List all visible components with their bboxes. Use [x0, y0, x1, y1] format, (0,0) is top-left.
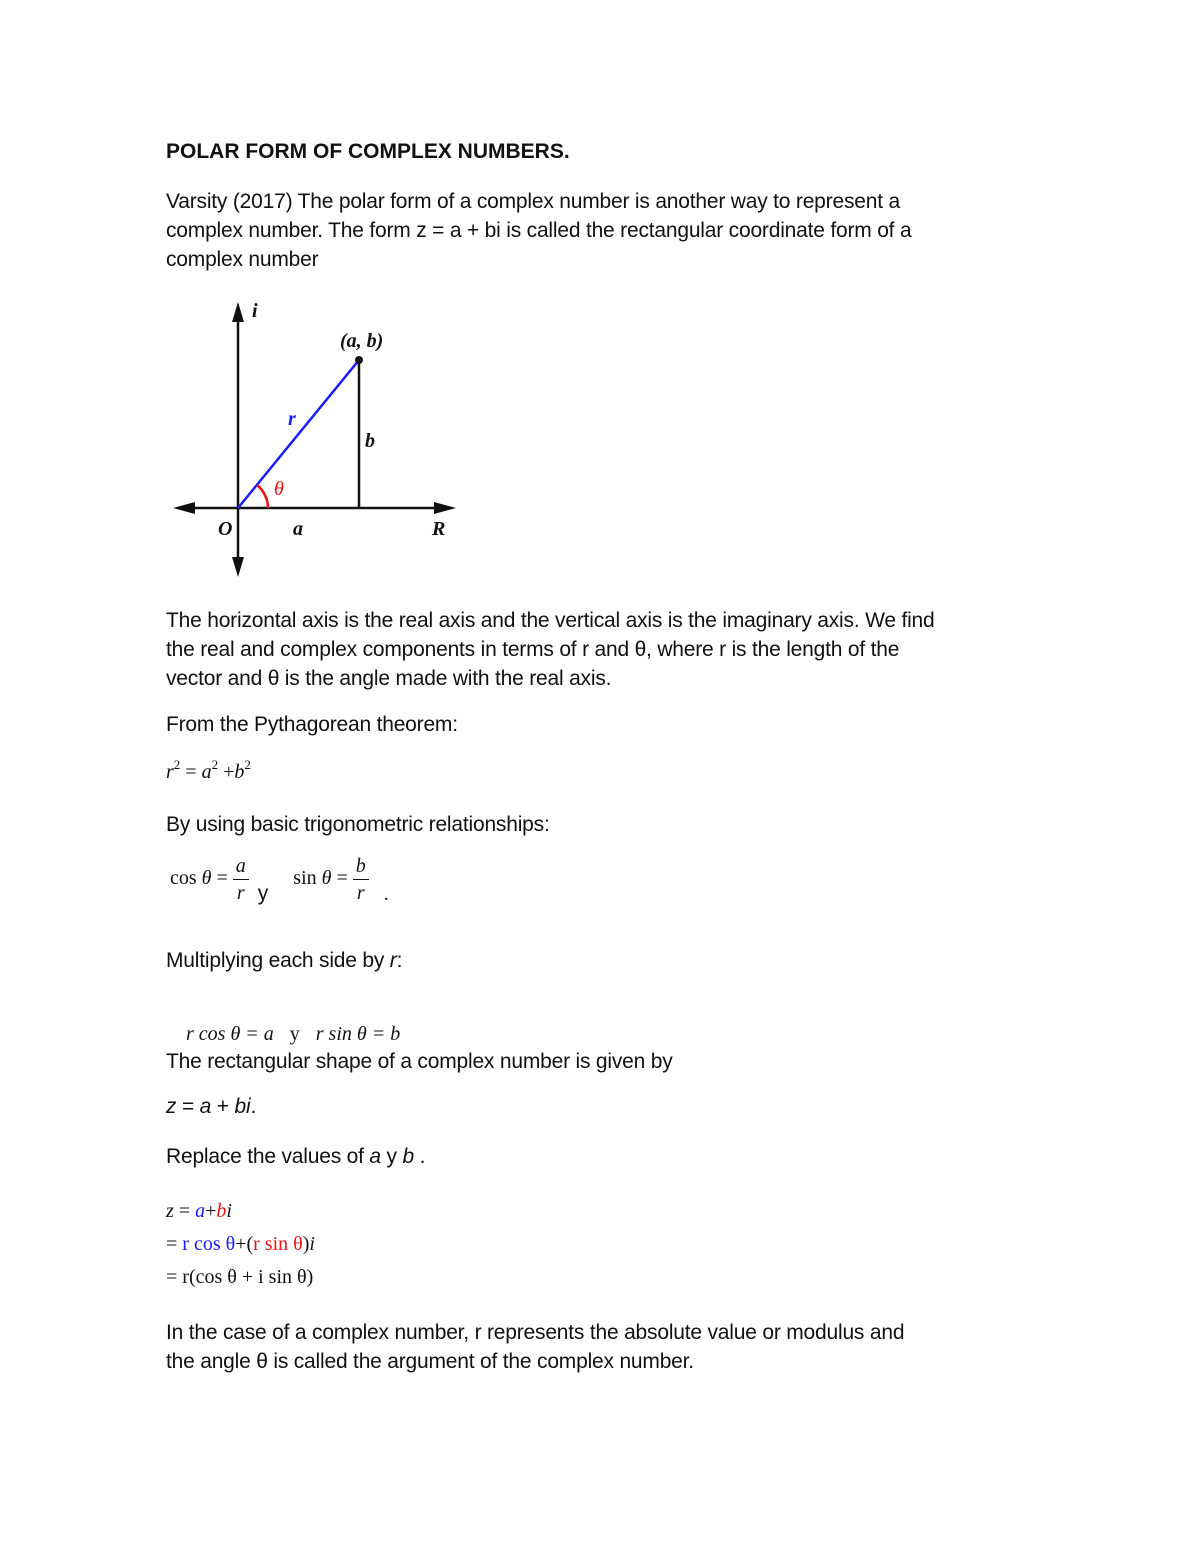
label-radius: r: [288, 408, 296, 430]
eq-polar-form: r(cos θ + i sin θ): [182, 1266, 314, 1288]
eq-var-b: b: [216, 1200, 227, 1222]
axes-line: vector and θ is the angle made with the real axis.: [166, 667, 612, 690]
axes-line: The horizontal axis is the real axis and the vertical axis is the imaginary axis. We find: [166, 609, 935, 632]
eq-var: z: [166, 1095, 177, 1118]
eq-exp: 2: [244, 757, 251, 772]
label-vertical-b: b: [365, 430, 375, 452]
pythagoras-equation: [166, 757, 251, 784]
eq-var: b: [234, 761, 245, 783]
colon: :: [396, 949, 403, 972]
fraction-a-over-r: [233, 855, 249, 904]
period: .: [250, 1095, 257, 1118]
eq-var: θ: [321, 867, 332, 890]
final-equations: [166, 1195, 315, 1294]
final-eq-line2: [166, 1228, 315, 1261]
eq-right: r sin θ = b: [315, 1023, 401, 1045]
label-horizontal-a: a: [293, 518, 303, 540]
intro-paragraph: [166, 187, 911, 274]
eq-op: +: [235, 1233, 247, 1255]
imaginary-axis-arrow-down: [232, 557, 244, 577]
conclusion-line: In the case of a complex number, r represents the absolute value or modulus and: [166, 1321, 905, 1344]
eq-func: cos: [170, 867, 197, 890]
angle-arc: [257, 485, 268, 508]
label-origin: O: [218, 518, 233, 540]
eq-func: sin: [293, 867, 317, 890]
fraction-bar: [353, 879, 369, 880]
final-eq-line1: [166, 1195, 315, 1228]
eq-op: =: [166, 1266, 178, 1288]
eq-op: =: [166, 1233, 178, 1255]
paren: ): [302, 1233, 310, 1255]
eq-left: r cos θ = a: [186, 1023, 274, 1045]
replace-text: Replace the values of: [166, 1145, 364, 1168]
eq-op: =: [216, 867, 228, 890]
page-title: POLAR FORM OF COMPLEX NUMBERS.: [166, 140, 570, 163]
paren: (: [246, 1233, 254, 1255]
label-point-text: (a, b): [340, 330, 384, 352]
denominator: r: [236, 882, 245, 904]
radius-vector: [238, 360, 359, 508]
eq-var: θ: [201, 867, 212, 890]
point-ab: [355, 356, 363, 364]
fraction-bar: [233, 879, 249, 880]
intro-line: complex number. The form z = a + bi is called the rectangular coordinate form of a: [166, 219, 912, 242]
diagram-svg: [160, 290, 480, 590]
label-angle-theta: θ: [274, 478, 284, 500]
conjunction-y: y: [289, 1023, 300, 1045]
eq-var: b: [402, 1145, 414, 1168]
eq-var: i: [226, 1200, 232, 1222]
eq-var: bi: [234, 1095, 251, 1118]
multiply-text: Multiplying each side by: [166, 949, 385, 972]
eq-op: +: [205, 1200, 217, 1222]
period: .: [419, 1145, 426, 1168]
eq-var: i: [309, 1233, 315, 1255]
real-axis-arrow-left: [173, 502, 195, 514]
eq-rcos: r cos θ: [182, 1233, 236, 1255]
eq-var: a: [369, 1145, 381, 1168]
eq-op: =: [185, 761, 197, 783]
final-eq-line3: [166, 1261, 315, 1294]
fraction-b-over-r: [353, 855, 369, 904]
rect-equation: [166, 1092, 256, 1121]
eq-exp: 2: [173, 757, 181, 772]
conjunction-y: y: [257, 882, 269, 906]
conclusion-paragraph: [166, 1318, 904, 1376]
multiply-var: r: [389, 949, 397, 972]
trig-equations: [170, 855, 389, 904]
numerator: a: [235, 855, 246, 877]
pythagoras-label: From the Pythagorean theorem:: [166, 713, 458, 736]
eq-var: a: [199, 1095, 212, 1118]
eq-rsin: r sin θ: [253, 1233, 303, 1255]
period: .: [383, 883, 389, 906]
eq-op: +: [223, 761, 235, 783]
conjunction-y: y: [386, 1145, 397, 1168]
rect-label: The rectangular shape of a complex number is given by: [166, 1050, 673, 1073]
eq-var-a: a: [195, 1200, 206, 1222]
label-real-axis: R: [432, 518, 446, 540]
eq-exp: 2: [211, 757, 219, 772]
axes-line: the real and complex components in terms of r and θ, where r is the length of the: [166, 638, 900, 661]
real-axis-arrow-right: [434, 502, 456, 514]
intro-line: complex number: [166, 248, 319, 271]
eq-op: =: [336, 867, 348, 890]
eq-op: =: [178, 1200, 191, 1222]
replace-label: [166, 1142, 425, 1171]
eq-var: r: [166, 761, 174, 783]
eq-var: z: [166, 1200, 174, 1222]
imaginary-axis-arrow-up: [232, 302, 244, 322]
numerator: b: [355, 855, 366, 877]
label-point: [340, 330, 383, 353]
eq-op: =: [181, 1095, 195, 1118]
axes-paragraph: [166, 606, 935, 693]
multiply-label: [166, 946, 402, 975]
trig-label: By using basic trigonometric relationships:: [166, 813, 550, 836]
label-imaginary-axis: i: [252, 300, 258, 322]
intro-line: Varsity (2017) The polar form of a complex number is another way to represent a: [166, 190, 900, 213]
denominator: r: [356, 882, 365, 904]
complex-plane-diagram: [160, 290, 480, 590]
eq-op: +: [216, 1095, 229, 1118]
conclusion-line: the angle θ is called the argument of the complex number.: [166, 1350, 694, 1373]
eq-var: a: [201, 761, 212, 783]
